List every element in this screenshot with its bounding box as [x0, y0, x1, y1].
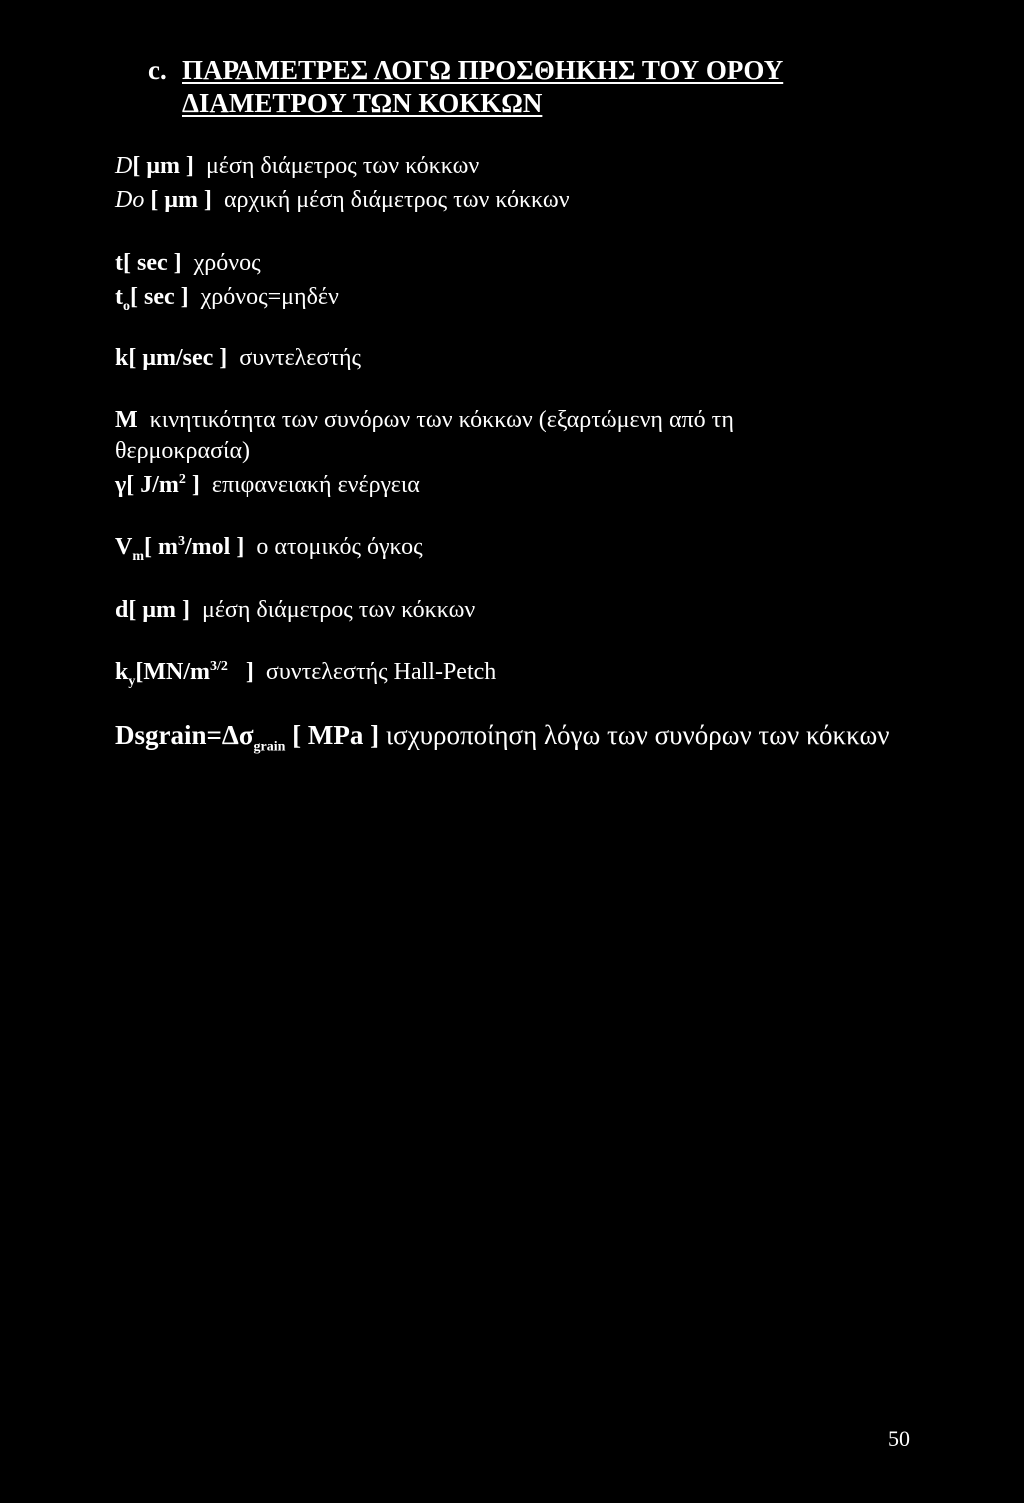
param-description: χρόνος=μηδέν [200, 284, 339, 310]
param-row-dsgrain [115, 720, 890, 755]
param-symbol: d [115, 597, 129, 623]
param-symbol: V [115, 534, 133, 560]
param-unit-close: ] [239, 659, 254, 685]
section-title-line-1: ΠΑΡΑΜΕΤΡΕΣ ΛΟΓΩ ΠΡΟΣΘΗΚΗΣ ΤΟΥ ΟΡΟΥ [182, 55, 784, 85]
param-description: μέση διάμετρος των κόκκων [201, 597, 476, 623]
section-heading [148, 54, 783, 120]
param-unit: [ μm/sec ] [128, 345, 228, 371]
param-row-M-continued [115, 436, 250, 466]
param-description: ισχυροποίηση λόγω των συνόρων των κόκκων [385, 720, 890, 750]
param-description: χρόνος [193, 250, 261, 276]
param-unit: [ μm ] [150, 187, 212, 213]
param-description: αρχική μέση διάμετρος των κόκκων [223, 187, 570, 213]
param-unit: [ sec ] [123, 250, 182, 276]
param-description: επιφανειακή ενέργεια [211, 472, 420, 498]
param-description: συντελεστής Hall-Petch [265, 659, 497, 685]
param-symbol: Dsgrain=Δσ [115, 720, 254, 750]
param-row-D [115, 151, 479, 181]
param-subscript: grain [253, 739, 286, 755]
param-symbol: k [115, 659, 129, 685]
param-symbol: γ [115, 472, 127, 498]
param-symbol: D [115, 153, 133, 179]
param-subscript: o [123, 298, 130, 314]
param-row-M [115, 405, 734, 435]
param-unit: [ μm ] [128, 597, 190, 623]
param-row-d [115, 595, 475, 625]
param-unit: [ m [144, 534, 178, 560]
param-unit-superscript: 3 [178, 534, 185, 549]
section-number: c. [148, 55, 167, 85]
param-unit: [ μm ] [132, 153, 194, 179]
param-description: μέση διάμετρος των κόκκων [205, 153, 480, 179]
param-unit-close: /mol ] [185, 534, 245, 560]
param-row-gamma [115, 470, 420, 500]
param-symbol: k [115, 345, 129, 371]
param-unit: [MN/m [135, 659, 210, 685]
param-unit: [ MPa ] [292, 720, 380, 750]
param-row-Do [115, 185, 570, 215]
section-title-line-2: ΔΙΑΜΕΤΡΟΥ ΤΩΝ ΚΟΚΚΩΝ [182, 88, 543, 118]
param-unit-superscript: 2 [178, 472, 186, 487]
param-unit: [ J/m [126, 472, 179, 498]
param-description-line-2: θερμοκρασία) [115, 438, 251, 464]
param-subscript: m [132, 548, 145, 564]
param-row-to [115, 282, 339, 312]
param-description: ο ατομικός όγκος [256, 534, 423, 560]
param-row-k [115, 343, 361, 373]
param-subscript: y [128, 673, 136, 689]
param-row-t [115, 248, 261, 278]
page-number: 50 [888, 1426, 910, 1451]
param-row-ky [115, 657, 496, 687]
param-symbol: t [115, 250, 123, 276]
param-symbol: t [115, 284, 123, 310]
param-unit-superscript: 3/2 [210, 659, 228, 674]
param-symbol: M [115, 407, 138, 433]
param-unit-close: ] [185, 472, 200, 498]
param-description-line-1: κινητικότητα των συνόρων των κόκκων (εξαρτώμενη από τη [149, 407, 734, 433]
param-description: συντελεστής [239, 345, 362, 371]
param-row-Vm [115, 532, 423, 562]
param-unit: [ sec ] [130, 284, 189, 310]
param-symbol: Do [115, 187, 145, 213]
